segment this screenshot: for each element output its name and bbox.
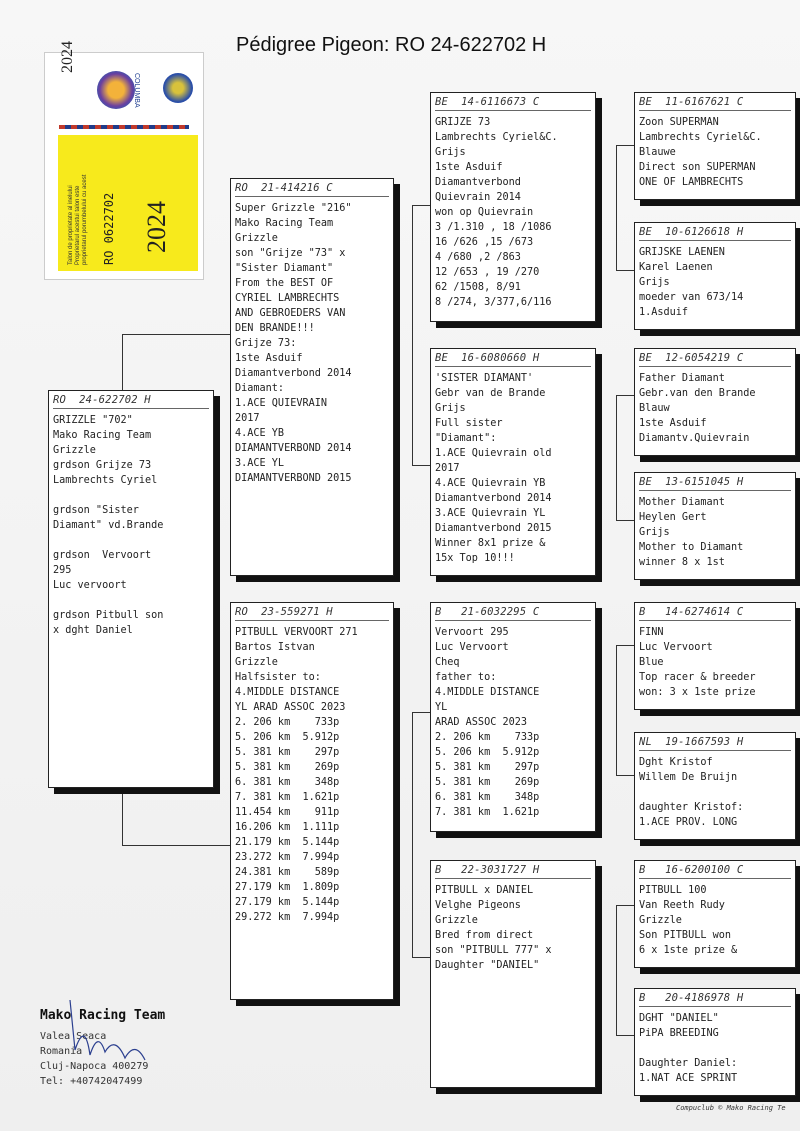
pedigree-line: Father Diamant: [639, 373, 725, 384]
pedigree-line: 24.381 km 589p: [235, 867, 340, 878]
ring-number: B 22-3031727 H: [435, 864, 591, 879]
pedigree-line: Blauwe: [639, 147, 676, 158]
breeder-address-2: Romania: [40, 1046, 83, 1057]
pedigree-line: ARAD ASSOC 2023: [435, 717, 528, 728]
pedigree-line: 1.ACE Quievrain old: [435, 448, 552, 459]
pedigree-line: 11.454 km 911p: [235, 807, 340, 818]
ring-number: RO 21-414216 C: [235, 182, 389, 197]
pedigree-line: Diamantv.Quievrain: [639, 433, 750, 444]
pedigree-line: Winner 8x1 prize &: [435, 538, 546, 549]
pedigree-line: 1ste Asduif: [435, 162, 503, 173]
stamp-year-small: 2024: [59, 41, 76, 73]
pedigree-line: grdson Grijze 73: [53, 460, 152, 471]
columba-logo: [97, 71, 135, 109]
pedigree-line: Full sister: [435, 418, 503, 429]
pedigree-line: 5. 381 km 297p: [235, 747, 340, 758]
ring-number: B 21-6032295 C: [435, 606, 591, 621]
pedigree-line: From the BEST OF: [235, 278, 334, 289]
pedigree-line: 4.MIDDLE DISTANCE: [435, 687, 540, 698]
pedigree-line: 6. 381 km 348p: [435, 792, 540, 803]
breeder-name: Mako Racing Team: [40, 1008, 166, 1023]
pedigree-line: 23.272 km 7.994p: [235, 852, 340, 863]
pigeon-card-father[interactable]: [230, 178, 394, 576]
pedigree-line: x dght Daniel: [53, 625, 133, 636]
pedigree-line: DIAMANTVERBOND 2014: [235, 443, 352, 454]
talon-text-1: Talon de proprietate al inelului: [68, 185, 74, 265]
pedigree-line: 3 /1.310 , 18 /1086: [435, 222, 552, 233]
pigeon-card-father-father[interactable]: [430, 92, 596, 322]
pedigree-line: 5. 381 km 269p: [235, 762, 340, 773]
pedigree-line: Gebr van de Brande: [435, 388, 546, 399]
pedigree-line: Grizzle: [235, 233, 278, 244]
pedigree-line: PITBULL 100: [639, 885, 707, 896]
pedigree-line: 3.ACE Quievrain YL: [435, 508, 546, 519]
pedigree-line: Luc vervoort: [53, 580, 127, 591]
pedigree-line: 3.ACE YL: [235, 458, 285, 469]
pedigree-line: Bred from direct: [435, 930, 534, 941]
pedigree-line: moeder van 673/14: [639, 292, 744, 303]
pigeon-card-fmm[interactable]: [634, 472, 796, 580]
pedigree-line: Grijs: [639, 527, 670, 538]
pedigree-line: Lambrechts Cyriel: [53, 475, 158, 486]
pedigree-line: [53, 533, 209, 548]
pedigree-line: Diamantverbond: [435, 177, 521, 188]
talon-ring-number: RO 0622702: [102, 192, 116, 265]
pedigree-line: 1.NAT ACE SPRINT: [639, 1073, 738, 1084]
pigeon-card-mmm[interactable]: [634, 988, 796, 1096]
pedigree-line: Blauw: [639, 403, 670, 414]
pedigree-line: Grijs: [435, 403, 466, 414]
pigeon-card-father-mother[interactable]: [430, 348, 596, 576]
signature: [40, 990, 160, 1080]
brand-text: COLUMBA: [133, 73, 140, 108]
pedigree-line: 2017: [435, 463, 460, 474]
pedigree-line: 6 x 1ste prize &: [639, 945, 738, 956]
page-title: Pédigree Pigeon: RO 24-622702 H: [236, 34, 547, 56]
ring-number: BE 13-6151045 H: [639, 476, 791, 491]
pedigree-line: Grizzle: [435, 915, 478, 926]
pedigree-line: 27.179 km 1.809p: [235, 882, 340, 893]
ring-number: BE 11-6167621 C: [639, 96, 791, 111]
pedigree-line: GRIJSKE LAENEN: [639, 247, 725, 258]
pedigree-line: Gebr.van den Brande: [639, 388, 756, 399]
pigeon-card-fff[interactable]: [634, 92, 796, 200]
pedigree-line: father to:: [435, 672, 497, 683]
pedigree-line: [53, 593, 209, 608]
pedigree-line: Quievrain 2014: [435, 192, 521, 203]
pedigree-line: grdson Pitbull son: [53, 610, 164, 621]
pedigree-line: Mako Racing Team: [235, 218, 334, 229]
pigeon-card-mother-father[interactable]: [430, 602, 596, 832]
pedigree-line: 1ste Asduif: [639, 418, 707, 429]
pedigree-line: 2. 206 km 733p: [435, 732, 540, 743]
pedigree-line: 4.MIDDLE DISTANCE: [235, 687, 340, 698]
pedigree-line: Diamantverbond 2014: [235, 368, 352, 379]
ring-number: B 14-6274614 C: [639, 606, 791, 621]
pedigree-line: 27.179 km 5.144p: [235, 897, 340, 908]
pedigree-line: 2017: [235, 413, 260, 424]
pedigree-line: GRIJZE 73: [435, 117, 491, 128]
pedigree-line: 7. 381 km 1.621p: [435, 807, 540, 818]
pedigree-line: YL ARAD ASSOC 2023: [235, 702, 346, 713]
pedigree-line: Diamantverbond 2015: [435, 523, 552, 534]
pedigree-line: Lambrechts Cyriel&C.: [435, 132, 558, 143]
pedigree-line: Lambrechts Cyriel&C.: [639, 132, 762, 143]
ring-number: B 20-4186978 H: [639, 992, 791, 1007]
pedigree-line: Cheq: [435, 657, 460, 668]
pedigree-line: won op Quievrain: [435, 207, 534, 218]
pedigree-line: 29.272 km 7.994p: [235, 912, 340, 923]
pedigree-line: 16 /626 ,15 /673: [435, 237, 534, 248]
pigeon-card-subject[interactable]: [48, 390, 214, 788]
ring-number: BE 10-6126618 H: [639, 226, 791, 241]
pedigree-line: 5. 381 km 269p: [435, 777, 540, 788]
pedigree-line: [53, 488, 209, 503]
pigeon-card-mother-mother[interactable]: [430, 860, 596, 1088]
ring-number: NL 19-1667593 H: [639, 736, 791, 751]
pedigree-line: Bartos Istvan: [235, 642, 315, 653]
pedigree-line: DGHT "DANIEL": [639, 1013, 719, 1024]
pedigree-line: 1.ACE PROV. LONG: [639, 817, 738, 828]
pedigree-line: Daughter "DANIEL": [435, 960, 540, 971]
pedigree-line: Willem De Bruijn: [639, 772, 738, 783]
pedigree-line: 15x Top 10!!!: [435, 553, 515, 564]
pedigree-line: FINN: [639, 627, 664, 638]
pedigree-line: 5. 381 km 297p: [435, 762, 540, 773]
pedigree-line: Direct son SUPERMAN: [639, 162, 756, 173]
pedigree-line: Vervoort 295: [435, 627, 509, 638]
pedigree-line: 8 /274, 3/377,6/116: [435, 297, 552, 308]
pedigree-line: 62 /1508, 8/91: [435, 282, 521, 293]
pigeon-card-mmf[interactable]: [634, 860, 796, 968]
talon-text-3: proprietarul porumbelului cu acest: [82, 174, 88, 265]
pedigree-line: 5. 206 km 5.912p: [235, 732, 340, 743]
pedigree-line: 6. 381 km 348p: [235, 777, 340, 788]
pedigree-line: Luc Vervoort: [639, 642, 713, 653]
pedigree-line: Grizzle: [639, 915, 682, 926]
pedigree-line: Luc Vervoort: [435, 642, 509, 653]
pedigree-line: Diamantverbond 2014: [435, 493, 552, 504]
talon-text-2: Proprietarul acestui talon este: [75, 185, 81, 265]
pedigree-line: 4 /680 ,2 /863: [435, 252, 521, 263]
pedigree-line: PiPA BREEDING: [639, 1028, 719, 1039]
pedigree-line: PITBULL VERVOORT 271: [235, 627, 358, 638]
pedigree-line: grdson Vervoort: [53, 550, 152, 561]
pedigree-line: daughter Kristof:: [639, 802, 744, 813]
pigeon-card-mff[interactable]: [634, 602, 796, 710]
pedigree-line: 16.206 km 1.111p: [235, 822, 340, 833]
pedigree-line: Mother Diamant: [639, 497, 725, 508]
pedigree-line: Blue: [639, 657, 664, 668]
pedigree-line: 5. 206 km 5.912p: [435, 747, 540, 758]
pedigree-line: ONE OF LAMBRECHTS: [639, 177, 744, 188]
pedigree-line: DEN BRANDE!!!: [235, 323, 315, 334]
pedigree-line: 1.Asduif: [639, 307, 689, 318]
pigeon-card-mother[interactable]: [230, 602, 394, 1000]
ring-number: RO 23-559271 H: [235, 606, 389, 621]
pedigree-line: 4.ACE YB: [235, 428, 285, 439]
ring-number: BE 16-6080660 H: [435, 352, 591, 367]
breeder-phone: Tel: +40742047499: [40, 1076, 143, 1087]
pedigree-line: Super Grizzle "216": [235, 203, 352, 214]
pedigree-line: Dght Kristof: [639, 757, 713, 768]
pedigree-line: GRIZZLE "702": [53, 415, 133, 426]
pedigree-line: YL: [435, 702, 448, 713]
pedigree-line: CYRIEL LAMBRECHTS: [235, 293, 340, 304]
pedigree-line: Velghe Pigeons: [435, 900, 521, 911]
pedigree-line: Grijs: [435, 147, 466, 158]
pedigree-line: Grijs: [639, 277, 670, 288]
pedigree-line: [639, 785, 791, 800]
breeder-address-3: Cluj-Napoca 400279: [40, 1061, 149, 1072]
pedigree-line: Diamant:: [235, 383, 285, 394]
pedigree-line: Van Reeth Rudy: [639, 900, 725, 911]
pedigree-line: Top racer & breeder: [639, 672, 756, 683]
pedigree-line: 4.ACE Quievrain YB: [435, 478, 546, 489]
pedigree-line: [639, 1041, 791, 1056]
pedigree-line: 21.179 km 5.144p: [235, 837, 340, 848]
pigeon-card-ffm[interactable]: [634, 222, 796, 330]
pedigree-line: Son PITBULL won: [639, 930, 732, 941]
pedigree-line: DIAMANTVERBOND 2015: [235, 473, 352, 484]
pedigree-line: PITBULL x DANIEL: [435, 885, 534, 896]
pigeon-card-mfm[interactable]: [634, 732, 796, 840]
pedigree-line: son "PITBULL 777" x: [435, 945, 552, 956]
stamp-stripe: [59, 125, 189, 129]
pedigree-line: won: 3 x 1ste prize: [639, 687, 756, 698]
ring-number: BE 14-6116673 C: [435, 96, 591, 111]
talon-year: 2024: [142, 201, 171, 253]
software-credit: Compuclub © Mako Racing Te: [676, 1104, 786, 1112]
pedigree-line: son "Grijze "73" x: [235, 248, 346, 259]
pedigree-line: 1ste Asduif: [235, 353, 303, 364]
pedigree-line: Heylen Gert: [639, 512, 707, 523]
pedigree-line: 7. 381 km 1.621p: [235, 792, 340, 803]
pedigree-line: Grijze 73:: [235, 338, 297, 349]
pedigree-line: grdson "Sister: [53, 505, 139, 516]
pedigree-line: Grizzle: [235, 657, 278, 668]
breeder-address-1: Valea Seaca: [40, 1031, 107, 1042]
pedigree-line: Halfsister to:: [235, 672, 321, 683]
pigeon-card-fmf[interactable]: [634, 348, 796, 456]
ring-number: BE 12-6054219 C: [639, 352, 791, 367]
pedigree-line: Diamant" vd.Brande: [53, 520, 164, 531]
pedigree-line: "Diamant":: [435, 433, 497, 444]
pedigree-line: 'SISTER DIAMANT': [435, 373, 534, 384]
pedigree-line: "Sister Diamant": [235, 263, 334, 274]
pedigree-line: 12 /653 , 19 /270: [435, 267, 540, 278]
pedigree-line: 295: [53, 565, 72, 576]
pedigree-line: Zoon SUPERMAN: [639, 117, 719, 128]
ring-number: RO 24-622702 H: [53, 394, 209, 409]
federation-logo: [163, 73, 193, 103]
pedigree-line: Mother to Diamant: [639, 542, 744, 553]
pedigree-line: Daughter Daniel:: [639, 1058, 738, 1069]
pedigree-line: 1.ACE QUIEVRAIN: [235, 398, 328, 409]
pedigree-line: winner 8 x 1st: [639, 557, 725, 568]
pedigree-line: 2. 206 km 733p: [235, 717, 340, 728]
ring-number: B 16-6200100 C: [639, 864, 791, 879]
pedigree-line: Karel Laenen: [639, 262, 713, 273]
pedigree-line: Grizzle: [53, 445, 96, 456]
ring-talon: [58, 135, 198, 271]
pedigree-line: Mako Racing Team: [53, 430, 152, 441]
pedigree-line: AND GEBROEDERS VAN: [235, 308, 346, 319]
